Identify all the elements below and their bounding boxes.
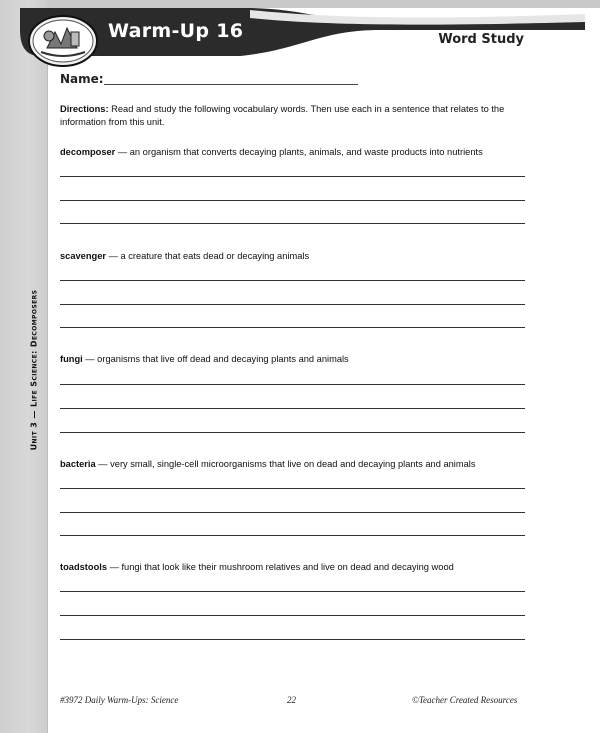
vocab-definition: — fungi that look like their mushroom relatives and live on dead and decaying wood — [107, 562, 454, 572]
writing-line[interactable] — [60, 384, 525, 385]
vocab-entry — [60, 459, 530, 469]
writing-line[interactable] — [60, 327, 525, 328]
writing-line[interactable] — [60, 200, 525, 201]
writing-line[interactable] — [60, 280, 525, 281]
writing-line[interactable] — [60, 615, 525, 616]
footer-book-title: #3972 Daily Warm-Ups: Science — [60, 695, 179, 705]
writing-line[interactable] — [60, 408, 525, 409]
writing-line[interactable] — [60, 639, 525, 640]
page-number: 22 — [287, 695, 296, 705]
directions-text: Read and study the following vocabulary words. Then use each in a sentence that relates to the information from this unit. — [60, 104, 505, 127]
writing-line[interactable] — [60, 176, 525, 177]
writing-line[interactable] — [60, 432, 525, 433]
vocab-definition: — a creature that eats dead or decaying animals — [106, 251, 310, 261]
writing-line[interactable] — [60, 535, 525, 536]
footer-copyright: ©Teacher Created Resources — [412, 695, 518, 705]
writing-line[interactable] — [60, 512, 525, 513]
vocab-definition: — organisms that live off dead and decaying plants and animals — [82, 354, 349, 364]
writing-line[interactable] — [60, 488, 525, 489]
vocab-term: decomposer — [60, 147, 116, 157]
vocab-definition: — very small, single-cell microorganisms that live on dead and decaying plants and animals — [95, 459, 476, 469]
writing-line[interactable] — [60, 223, 525, 224]
vocab-term: scavenger — [60, 251, 106, 261]
science-emblem-icon — [27, 14, 99, 68]
page-title: Warm-Up 16 — [108, 20, 244, 42]
directions-block — [60, 103, 530, 129]
vocab-entry — [60, 251, 530, 261]
writing-line[interactable] — [60, 304, 525, 305]
vocab-entry — [60, 562, 530, 572]
section-label: Word Study — [438, 32, 524, 47]
vocab-entry — [60, 147, 530, 157]
frame-divider — [47, 8, 48, 733]
left-frame-bar — [0, 0, 47, 733]
name-field-line[interactable] — [104, 84, 358, 85]
vocab-entry — [60, 354, 530, 364]
unit-side-label: Unit 3 — Life Science: Decomposers — [29, 289, 39, 451]
name-label: Name: — [60, 72, 104, 86]
vocab-term: toadstools — [60, 562, 108, 572]
vocab-term: bacteria — [60, 459, 96, 469]
vocab-definition: — an organism that converts decaying plants, animals, and waste products into nutrients — [115, 147, 483, 157]
directions-label: Directions: — [60, 104, 109, 114]
vocab-term: fungi — [60, 354, 83, 364]
writing-line[interactable] — [60, 591, 525, 592]
